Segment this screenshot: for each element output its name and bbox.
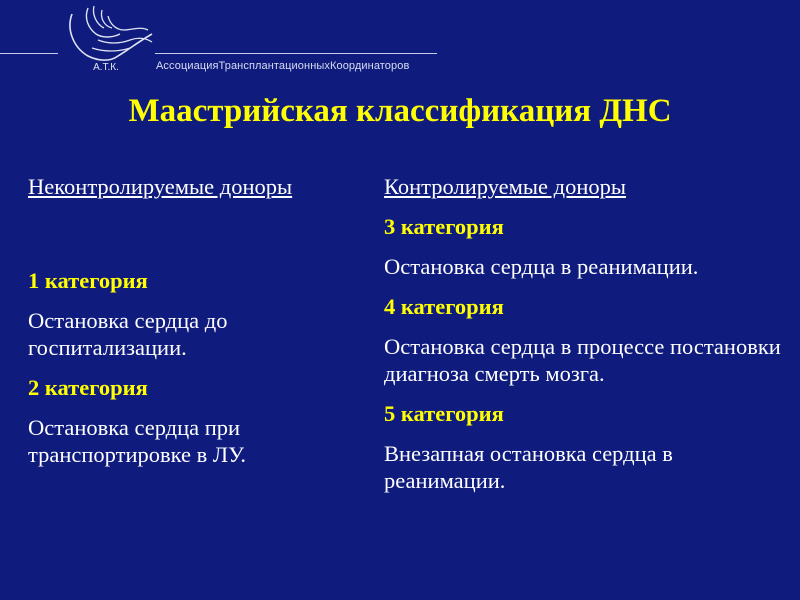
category-label: 4 категория: [384, 294, 504, 319]
category-label: 2 категория: [28, 375, 148, 400]
organization-name: АссоциацияТрансплантационныхКоординаторов: [156, 60, 410, 72]
logo-text: А.Т.К.: [93, 62, 119, 73]
column-heading-uncontrolled: Неконтролируемые доноры: [28, 174, 293, 199]
header-divider-right: [155, 53, 437, 54]
category-label: 3 категория: [384, 214, 504, 239]
category-label: 5 категория: [384, 401, 504, 426]
controlled-donors-column: [384, 173, 794, 507]
category-description: Остановка сердца в процессе постановки диагноза смерть мозга.: [384, 334, 781, 386]
column-spacer: [28, 213, 368, 267]
category-description: Остановка сердца до госпитализации.: [28, 308, 228, 360]
category-description: Остановка сердца при транспортировке в ЛУ.: [28, 415, 246, 467]
category-label: 1 категория: [28, 268, 148, 293]
category-description: Внезапная остановка сердца в реанимации.: [384, 441, 673, 493]
slide-title: Маастрийская классификация ДНС: [128, 93, 672, 129]
header-divider-left: [0, 53, 58, 54]
category-description: Остановка сердца в реанимации.: [384, 254, 699, 279]
atk-logo: [58, 4, 158, 78]
uncontrolled-donors-column: [28, 173, 368, 481]
column-heading-controlled: Контролируемые доноры: [384, 174, 626, 199]
